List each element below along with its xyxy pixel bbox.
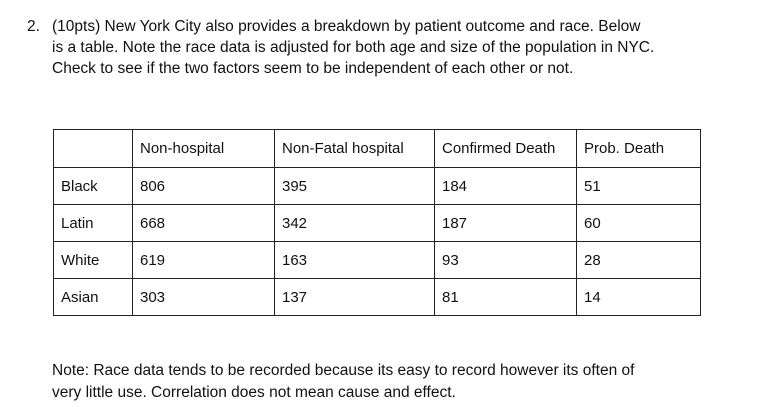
table-cell: 163 [275, 242, 435, 279]
question-line: Check to see if the two factors seem to be independent of each other or not. [52, 60, 574, 77]
header-cell-non-fatal-hospital: Non-Fatal hospital [275, 130, 435, 168]
table-cell: 81 [435, 279, 577, 316]
row-label-cell: Black [54, 168, 133, 205]
header-cell-corner [54, 130, 133, 168]
table-cell: 28 [577, 242, 701, 279]
table-cell: 806 [133, 168, 275, 205]
table-cell: 184 [435, 168, 577, 205]
note-line: Note: Race data tends to be recorded because its easy to record however its often of [52, 362, 635, 379]
question-line: (10pts) New York City also provides a breakdown by patient outcome and race. Below [52, 18, 641, 35]
outcome-race-table [53, 129, 701, 316]
table-cell: 137 [275, 279, 435, 316]
table-cell: 187 [435, 205, 577, 242]
table-row [54, 242, 701, 279]
table-cell: 93 [435, 242, 577, 279]
table-cell: 303 [133, 279, 275, 316]
table-cell: 619 [133, 242, 275, 279]
row-label-cell: White [54, 242, 133, 279]
note-block [52, 360, 752, 404]
note-line: very little use. Correlation does not mean cause and effect. [52, 384, 456, 401]
question-text [52, 16, 757, 79]
question-block [27, 16, 757, 79]
question-number: 2. [27, 18, 40, 35]
table-header-row [54, 130, 701, 168]
row-label-cell: Asian [54, 279, 133, 316]
header-cell-non-hospital: Non-hospital [133, 130, 275, 168]
table-cell: 668 [133, 205, 275, 242]
table-cell: 60 [577, 205, 701, 242]
question-line: is a table. Note the race data is adjusted for both age and size of the population in NYC. [52, 39, 655, 56]
table-cell: 342 [275, 205, 435, 242]
row-label-cell: Latin [54, 205, 133, 242]
table-row [54, 205, 701, 242]
table-cell: 14 [577, 279, 701, 316]
table-cell: 395 [275, 168, 435, 205]
table-row [54, 279, 701, 316]
table-cell: 51 [577, 168, 701, 205]
table-row [54, 168, 701, 205]
header-cell-prob-death: Prob. Death [577, 130, 701, 168]
header-cell-confirmed-death: Confirmed Death [435, 130, 577, 168]
